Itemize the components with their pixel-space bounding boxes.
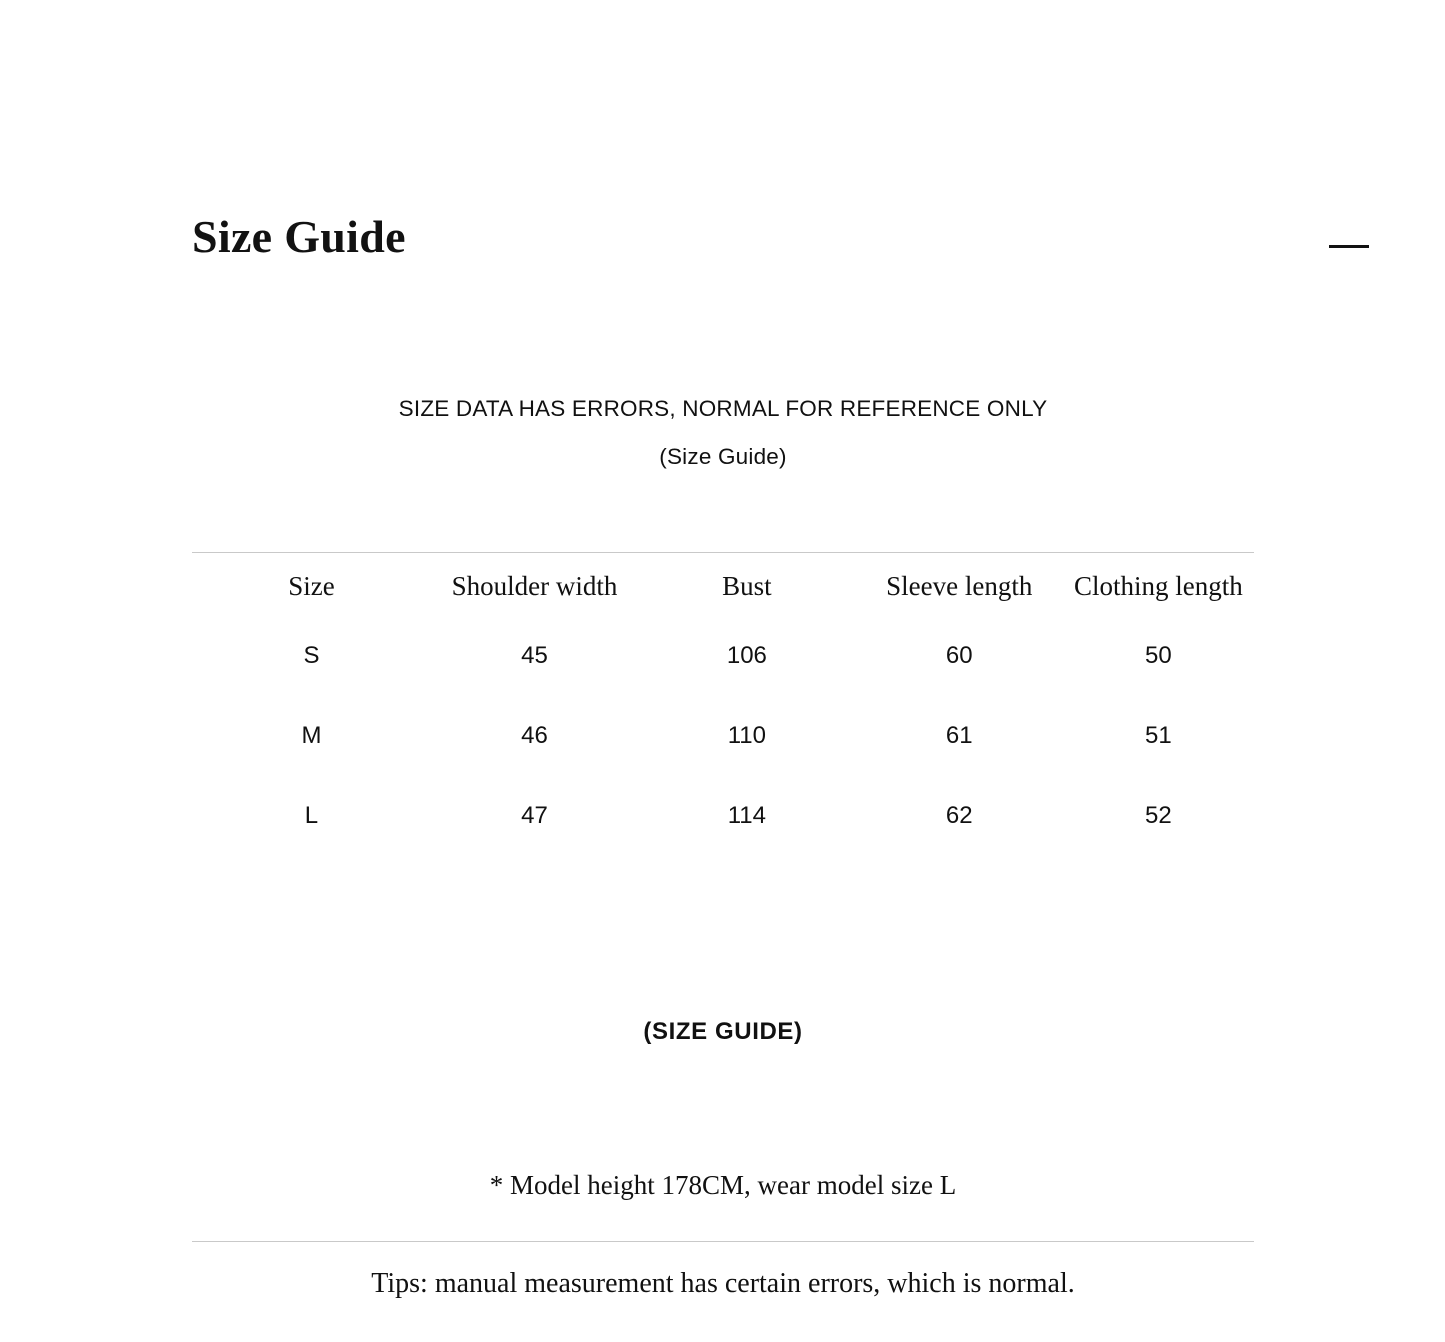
cell-bust: 106 xyxy=(726,642,767,670)
cell-shoulder: 47 xyxy=(521,802,548,830)
cell-size: L xyxy=(304,802,319,830)
table-row xyxy=(192,776,1254,856)
column-header-sleeve-length: Sleeve length xyxy=(886,571,1033,601)
cell-shoulder: 46 xyxy=(521,722,548,750)
minus-icon-bar xyxy=(1329,245,1369,248)
column-header-clothing-length: Clothing length xyxy=(1074,571,1243,601)
page-title: Size Guide xyxy=(192,211,406,262)
column-header-shoulder-width: Shoulder width xyxy=(451,571,618,601)
size-data-disclaimer: SIZE DATA HAS ERRORS, NORMAL FOR REFERENCE ONLY xyxy=(398,396,1048,421)
size-guide-subnote: (Size Guide) xyxy=(659,444,787,469)
cell-bust: 114 xyxy=(727,802,766,830)
size-guide-caption: (SIZE GUIDE) xyxy=(643,1018,803,1045)
column-header-bust: Bust xyxy=(722,571,772,601)
cell-shoulder: 45 xyxy=(521,642,548,670)
cell-length: 52 xyxy=(1145,802,1172,830)
model-height-note: * Model height 178CM, wear model size L xyxy=(489,1170,957,1200)
table-row xyxy=(192,696,1254,776)
cell-size: S xyxy=(303,642,320,670)
cell-size: M xyxy=(301,722,322,750)
cell-length: 50 xyxy=(1145,642,1172,670)
cell-sleeve: 61 xyxy=(945,722,973,750)
cell-bust: 110 xyxy=(727,722,766,750)
size-table-container xyxy=(192,552,1254,856)
footer-divider xyxy=(192,1241,1254,1242)
table-row xyxy=(192,616,1254,696)
cell-length: 51 xyxy=(1145,722,1172,750)
size-guide-header xyxy=(192,211,1372,264)
size-table xyxy=(192,553,1254,856)
minus-icon[interactable] xyxy=(1326,228,1372,264)
measurement-tips: Tips: manual measurement has certain errors, which is normal. xyxy=(371,1268,1075,1299)
table-header-row xyxy=(192,553,1254,616)
column-header-size: Size xyxy=(288,571,335,601)
cell-sleeve: 60 xyxy=(945,642,973,670)
cell-sleeve: 62 xyxy=(945,802,973,830)
